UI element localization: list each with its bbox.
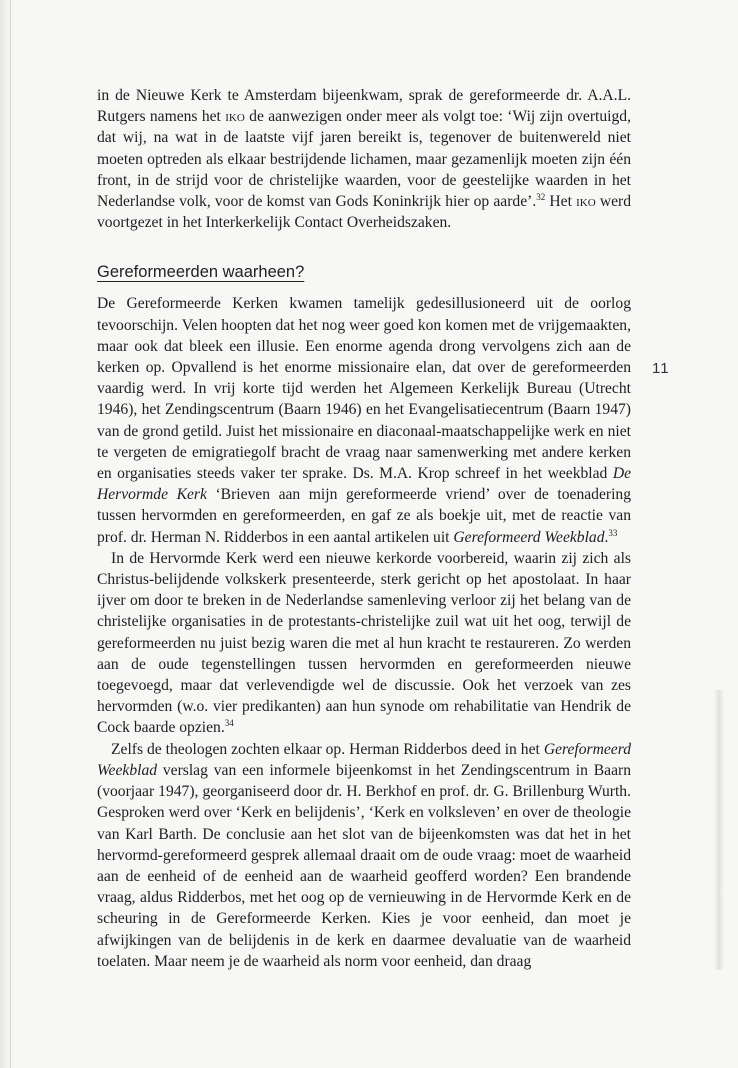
publication-title: De Hervormde Kerk <box>97 465 631 504</box>
paragraph-3 <box>97 548 631 739</box>
paragraph-1-text-d: werd voortgezet in het Interkerkelijk Contact Overheidszaken. <box>97 193 631 232</box>
footnote-ref-34: 34 <box>224 718 234 729</box>
paragraph-4-text-b: verslag van een informele bijeenkomst in het Zendingscentrum in Baarn (voorjaar 1947), georganiseerd door dr. H. Berkhof en prof. dr. G. Brillenburg Wurth. Gesproken werd over ‘Kerk en belijdenis’, ‘Kerk en volksleven’ en over de theologie van Karl Barth. De conclusie aan het slot van de bijeenkomsten was dat het in het hervormd-gereformeerd gesprek allemaal draait om de oude vraag: moet de waarheid aan de eenheid of de eenheid aan de waarheid geofferd worden? Een brandende vraag, aldus Ridderbos, met het oog op de vernieuwing in de Hervormde Kerk en de scheuring in de Gereformeerde Kerken. Kies je voor eenheid, dan moet je afwijkingen van de belijdenis in de kerk en daarmee devaluatie van de waarheid toelaten. Maar neem je de waarheid als norm voor eenheid, dan draag <box>97 761 631 970</box>
paragraph-1-text-a: in de Nieuwe Kerk te Amsterdam bijeenkwam, sprak de gereformeerde dr. A.A.L. Rutgers namens het <box>97 87 631 126</box>
paragraph-4 <box>97 739 631 972</box>
paragraph-3-text: In de Hervormde Kerk werd een nieuwe kerkorde voorbereid, waarin zij zich als Christus-belijdende volkskerk presenteerde, sterk gericht op het apostolaat. In haar ijver om door te breken in de Nederlandse samenleving verloor zij het belang van de christelijke organisaties in de protestants-christelijke zuil wat uit het oog, terwijl de gereformeerden nu juist bezig waren die met al hun kracht te restaureren. Zo werden aan de oude tegenstellingen tussen hervormden en gereformeerden nieuwe toegevoegd, maar dat verlevendigde wel de discussie. Ook het verzoek van zes hervormden (w.o. vier predikanten) aan hun synode om rehabilitatie van Hendrik de Cock baarde opzien. <box>97 549 631 737</box>
show-through-mark <box>714 690 724 970</box>
body-text <box>97 85 631 972</box>
paragraph-2 <box>97 293 631 547</box>
publication-title: Gereformeerd Weekblad <box>453 528 605 546</box>
footnote-ref-32: 32 <box>536 191 546 202</box>
paragraph-1 <box>97 85 631 233</box>
paragraph-2-text-a: De Gereformeerde Kerken kwamen tamelijk gedesillusioneerd uit de oorlog tevoorschijn. Velen hoopten dat het nog weer goed kon komen met de vrijgemaakten, maar ook dat bleek een illusie. Een enorme agenda drong vervolgens zich aan de kerken op. Opvallend is het enorme missionaire elan, dat over de gereformeerden vaardig werd. In vrij korte tijd werden het Algemeen Kerkelijk Bureau (Utrecht 1946), het Zendingscentrum (Baarn 1946) en het Evangelisatiecentrum (Baarn 1947) van de grond getild. Juist het missionaire en diaconaal-maatschappelijke werk en niet te vergeten de emigratiegolf bracht de vraag naar samenwerking met andere kerken en organisaties steeds vaker ter sprake. Ds. M.A. Krop schreef in het weekblad <box>97 295 631 483</box>
paragraph-1-text-b: de aanwezigen onder meer als volgt toe: ‘Wij zijn overtuigd, dat wij, na wat in de laatste vijf jaren bereikt is, tegenover de buitenwereld niet moeten optreden als elkaar bestrijdende lichamen, maar gezamenlijk moeten zijn één front, in de strijd voor de christelijke waarden, voor de geestelijke waarden in het Nederlandse volk, voor de komst van Gods Koninkrijk hier op aarde’. <box>97 108 631 211</box>
paragraph-1-text-c: Het <box>545 193 577 211</box>
publication-title: Gereformeerd Weekblad <box>97 740 631 779</box>
paragraph-2-text-b: ‘Brieven aan mijn gereformeerde vriend’ over de toenadering tussen hervormden en gereformeerden, en gaf ze als boekje uit, met de reactie van prof. dr. Herman N. Ridderbos in een aantal artikelen uit <box>97 486 632 546</box>
footnote-ref-33: 33 <box>608 527 618 538</box>
iko-abbreviation: iko <box>576 193 596 211</box>
page-gutter-shadow <box>0 0 10 1068</box>
page-number: 11 <box>652 360 670 377</box>
section-heading: Gereformeerden waarheen? <box>97 263 305 282</box>
iko-abbreviation: iko <box>225 108 245 126</box>
paragraph-4-text-a: Zelfs de theologen zochten elkaar op. Herman Ridderbos deed in het <box>111 740 544 758</box>
paragraph-2-text-c: . <box>604 528 609 546</box>
page-gutter-line <box>10 0 11 1068</box>
